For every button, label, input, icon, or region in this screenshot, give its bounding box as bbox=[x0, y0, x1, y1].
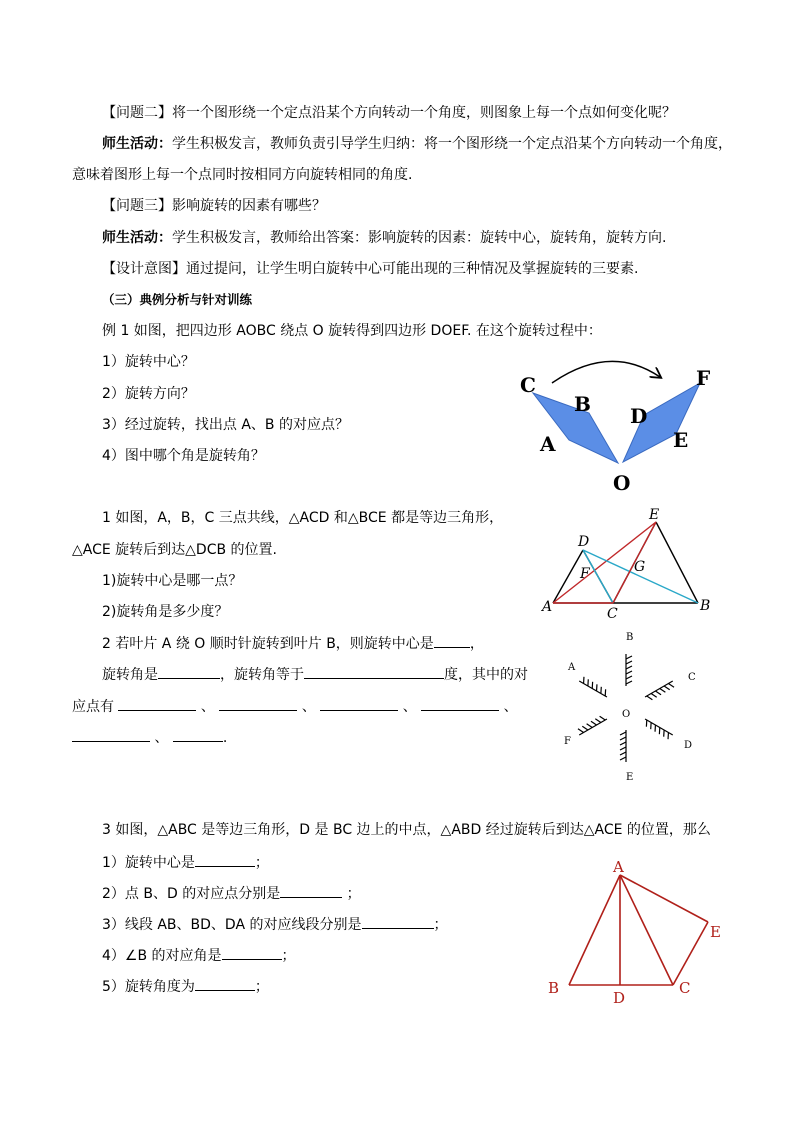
fig2-label-f: F bbox=[580, 566, 590, 582]
problem-three-q4 bbox=[102, 945, 296, 966]
activity-text: 学生积极发言，教师给出答案：影响旋转的因素：旋转中心，旋转角，旋转方向. bbox=[172, 230, 667, 246]
answer-blank[interactable] bbox=[158, 664, 220, 679]
problem-two-text: 度，其中的对 bbox=[444, 667, 528, 683]
line-db-cyan bbox=[583, 550, 698, 603]
punctuation: ； bbox=[281, 948, 296, 964]
problem-two-line4 bbox=[72, 727, 227, 748]
fig1-label-o: O bbox=[613, 471, 631, 495]
answer-blank[interactable] bbox=[222, 945, 282, 960]
example-one-q4: 4）图中哪个角是旋转角？ bbox=[102, 448, 265, 464]
rotation-arrow bbox=[552, 361, 660, 383]
activity-one-cont: 意味着图形上每一个点同时按相同方向旋转相同的角度. bbox=[72, 167, 413, 183]
fig4-label-c: C bbox=[679, 979, 691, 997]
fig3-label-e: E bbox=[626, 772, 634, 783]
answer-blank[interactable] bbox=[195, 976, 255, 991]
figure-blades bbox=[560, 630, 700, 785]
fig2-label-b: B bbox=[700, 598, 711, 614]
fig1-label-b: B bbox=[574, 392, 591, 416]
activity-label: 师生活动： bbox=[102, 136, 172, 152]
blade bbox=[579, 676, 610, 697]
section-heading: （三）典例分析与针对训练 bbox=[102, 292, 253, 307]
answer-blank[interactable] bbox=[280, 883, 342, 898]
fig3-label-c: C bbox=[688, 672, 696, 683]
separator: 、 bbox=[301, 699, 316, 715]
fig4-label-e: E bbox=[710, 923, 721, 941]
fig1-label-d: D bbox=[630, 404, 648, 428]
side-ec bbox=[673, 922, 708, 985]
example-one-q2: 2）旋转方向？ bbox=[102, 386, 195, 402]
fig3-label-f: F bbox=[564, 736, 571, 747]
punctuation: ； bbox=[346, 886, 361, 902]
fig4-label-a: A bbox=[613, 858, 624, 876]
fig1-label-c: C bbox=[520, 373, 536, 397]
problem-two-text: 旋转角是 bbox=[102, 667, 158, 683]
separator: 、 bbox=[503, 699, 518, 715]
activity-label: 师生活动： bbox=[102, 230, 172, 246]
blade bbox=[620, 730, 626, 762]
answer-blank[interactable] bbox=[219, 696, 297, 711]
example-one: 例 1 如图，把四边形 AOBC 绕点 O 旋转得到四边形 DOEF. 在这个旋转过程中： bbox=[102, 323, 602, 339]
fig2-label-e: E bbox=[649, 507, 660, 523]
answer-blank[interactable] bbox=[320, 696, 398, 711]
problem-two-line3 bbox=[72, 696, 518, 717]
problem-two-line2 bbox=[102, 664, 528, 685]
problem-three-q5 bbox=[102, 976, 269, 997]
problem-two-text: ，旋转角等于 bbox=[220, 667, 304, 683]
punctuation: ， bbox=[469, 636, 484, 652]
fig2-label-a: A bbox=[542, 599, 553, 615]
answer-blank[interactable] bbox=[173, 727, 223, 742]
line-ad bbox=[553, 550, 583, 603]
fig2-label-g: G bbox=[634, 559, 646, 575]
activity-one bbox=[102, 134, 732, 154]
fig4-label-d: D bbox=[613, 989, 626, 1007]
answer-blank[interactable] bbox=[195, 852, 255, 867]
line-eb bbox=[656, 522, 698, 603]
fig4-label-b: B bbox=[548, 979, 560, 997]
punctuation: . bbox=[222, 730, 228, 746]
problem-one-cont: △ACE 旋转后到达△DCB 的位置. bbox=[72, 542, 277, 558]
question-text: 4）∠B 的对应角是 bbox=[102, 948, 222, 964]
punctuation: ； bbox=[254, 855, 269, 871]
answer-blank[interactable] bbox=[434, 633, 470, 648]
fig3-label-b: B bbox=[626, 632, 634, 643]
fig2-label-d: D bbox=[578, 534, 590, 550]
problem-two-text: 应点有 bbox=[72, 699, 114, 715]
problem-three-q3 bbox=[102, 914, 448, 935]
side-ab bbox=[569, 875, 620, 985]
fig2-label-c: C bbox=[607, 606, 618, 622]
blade bbox=[626, 654, 632, 686]
blade bbox=[645, 681, 676, 702]
figure-equilateral-triangles bbox=[538, 508, 718, 623]
side-ac bbox=[620, 875, 673, 985]
activity-text: 学生积极发言，教师负责引导学生归纳：将一个图形绕一个定点沿某个方向转动一个角度， bbox=[172, 136, 732, 152]
separator: 、 bbox=[402, 699, 417, 715]
answer-blank[interactable] bbox=[421, 696, 499, 711]
blade bbox=[642, 719, 673, 740]
problem-three-q1 bbox=[102, 852, 269, 873]
fig3-label-a: A bbox=[568, 662, 576, 673]
fig1-label-a: A bbox=[540, 432, 556, 456]
example-one-q1: 1）旋转中心？ bbox=[102, 354, 195, 370]
fig1-label-f: F bbox=[696, 366, 711, 390]
fig1-label-e: E bbox=[673, 428, 689, 452]
answer-blank[interactable] bbox=[304, 664, 444, 679]
problem-two bbox=[102, 633, 484, 654]
answer-blank[interactable] bbox=[118, 696, 196, 711]
punctuation: ； bbox=[254, 979, 269, 995]
figure-triangle-abc-ace bbox=[540, 850, 730, 1005]
punctuation: ； bbox=[433, 917, 448, 933]
answer-blank[interactable] bbox=[72, 727, 150, 742]
question-text: 1）旋转中心是 bbox=[102, 855, 195, 871]
question-three: 【问题三】影响旋转的因素有哪些？ bbox=[102, 198, 326, 214]
side-ae bbox=[620, 875, 708, 922]
problem-one: 1 如图，A，B，C 三点共线，△ACD 和△BCE 都是等边三角形， bbox=[102, 510, 504, 526]
activity-two bbox=[102, 228, 666, 248]
example-one-q3: 3）经过旋转，找出点 A、B 的对应点？ bbox=[102, 417, 349, 433]
fig3-label-o: O bbox=[622, 709, 631, 720]
separator: 、 bbox=[200, 699, 215, 715]
problem-two-text: 2 若叶片 A 绕 O 顺时针旋转到叶片 B，则旋转中心是 bbox=[102, 636, 434, 652]
design-intent: 【设计意图】通过提问，让学生明白旋转中心可能出现的三种情况及掌握旋转的三要素. bbox=[102, 261, 639, 277]
fig3-label-d: D bbox=[684, 740, 693, 751]
answer-blank[interactable] bbox=[362, 914, 434, 929]
question-two: 【问题二】将一个图形绕一个定点沿某个方向转动一个角度，则图象上每一个点如何变化呢？ bbox=[102, 105, 676, 121]
figure-rotation-quadrilaterals bbox=[510, 355, 725, 495]
question-text: 5）旋转角度为 bbox=[102, 979, 195, 995]
blade bbox=[576, 714, 607, 735]
problem-one-q2: 2)旋转角是多少度？ bbox=[102, 604, 229, 620]
problem-one-q1: 1)旋转中心是哪一点？ bbox=[102, 573, 243, 589]
problem-three-q2 bbox=[102, 883, 361, 904]
question-text: 2）点 B、D 的对应点分别是 bbox=[102, 886, 281, 902]
question-text: 3）线段 AB、BD、DA 的对应线段分别是 bbox=[102, 917, 362, 933]
separator: 、 bbox=[154, 730, 169, 746]
problem-three: 3 如图，△ABC 是等边三角形，D 是 BC 边上的中点，△ABD 经过旋转后到达△ACE 的位置，那么 bbox=[102, 822, 711, 838]
